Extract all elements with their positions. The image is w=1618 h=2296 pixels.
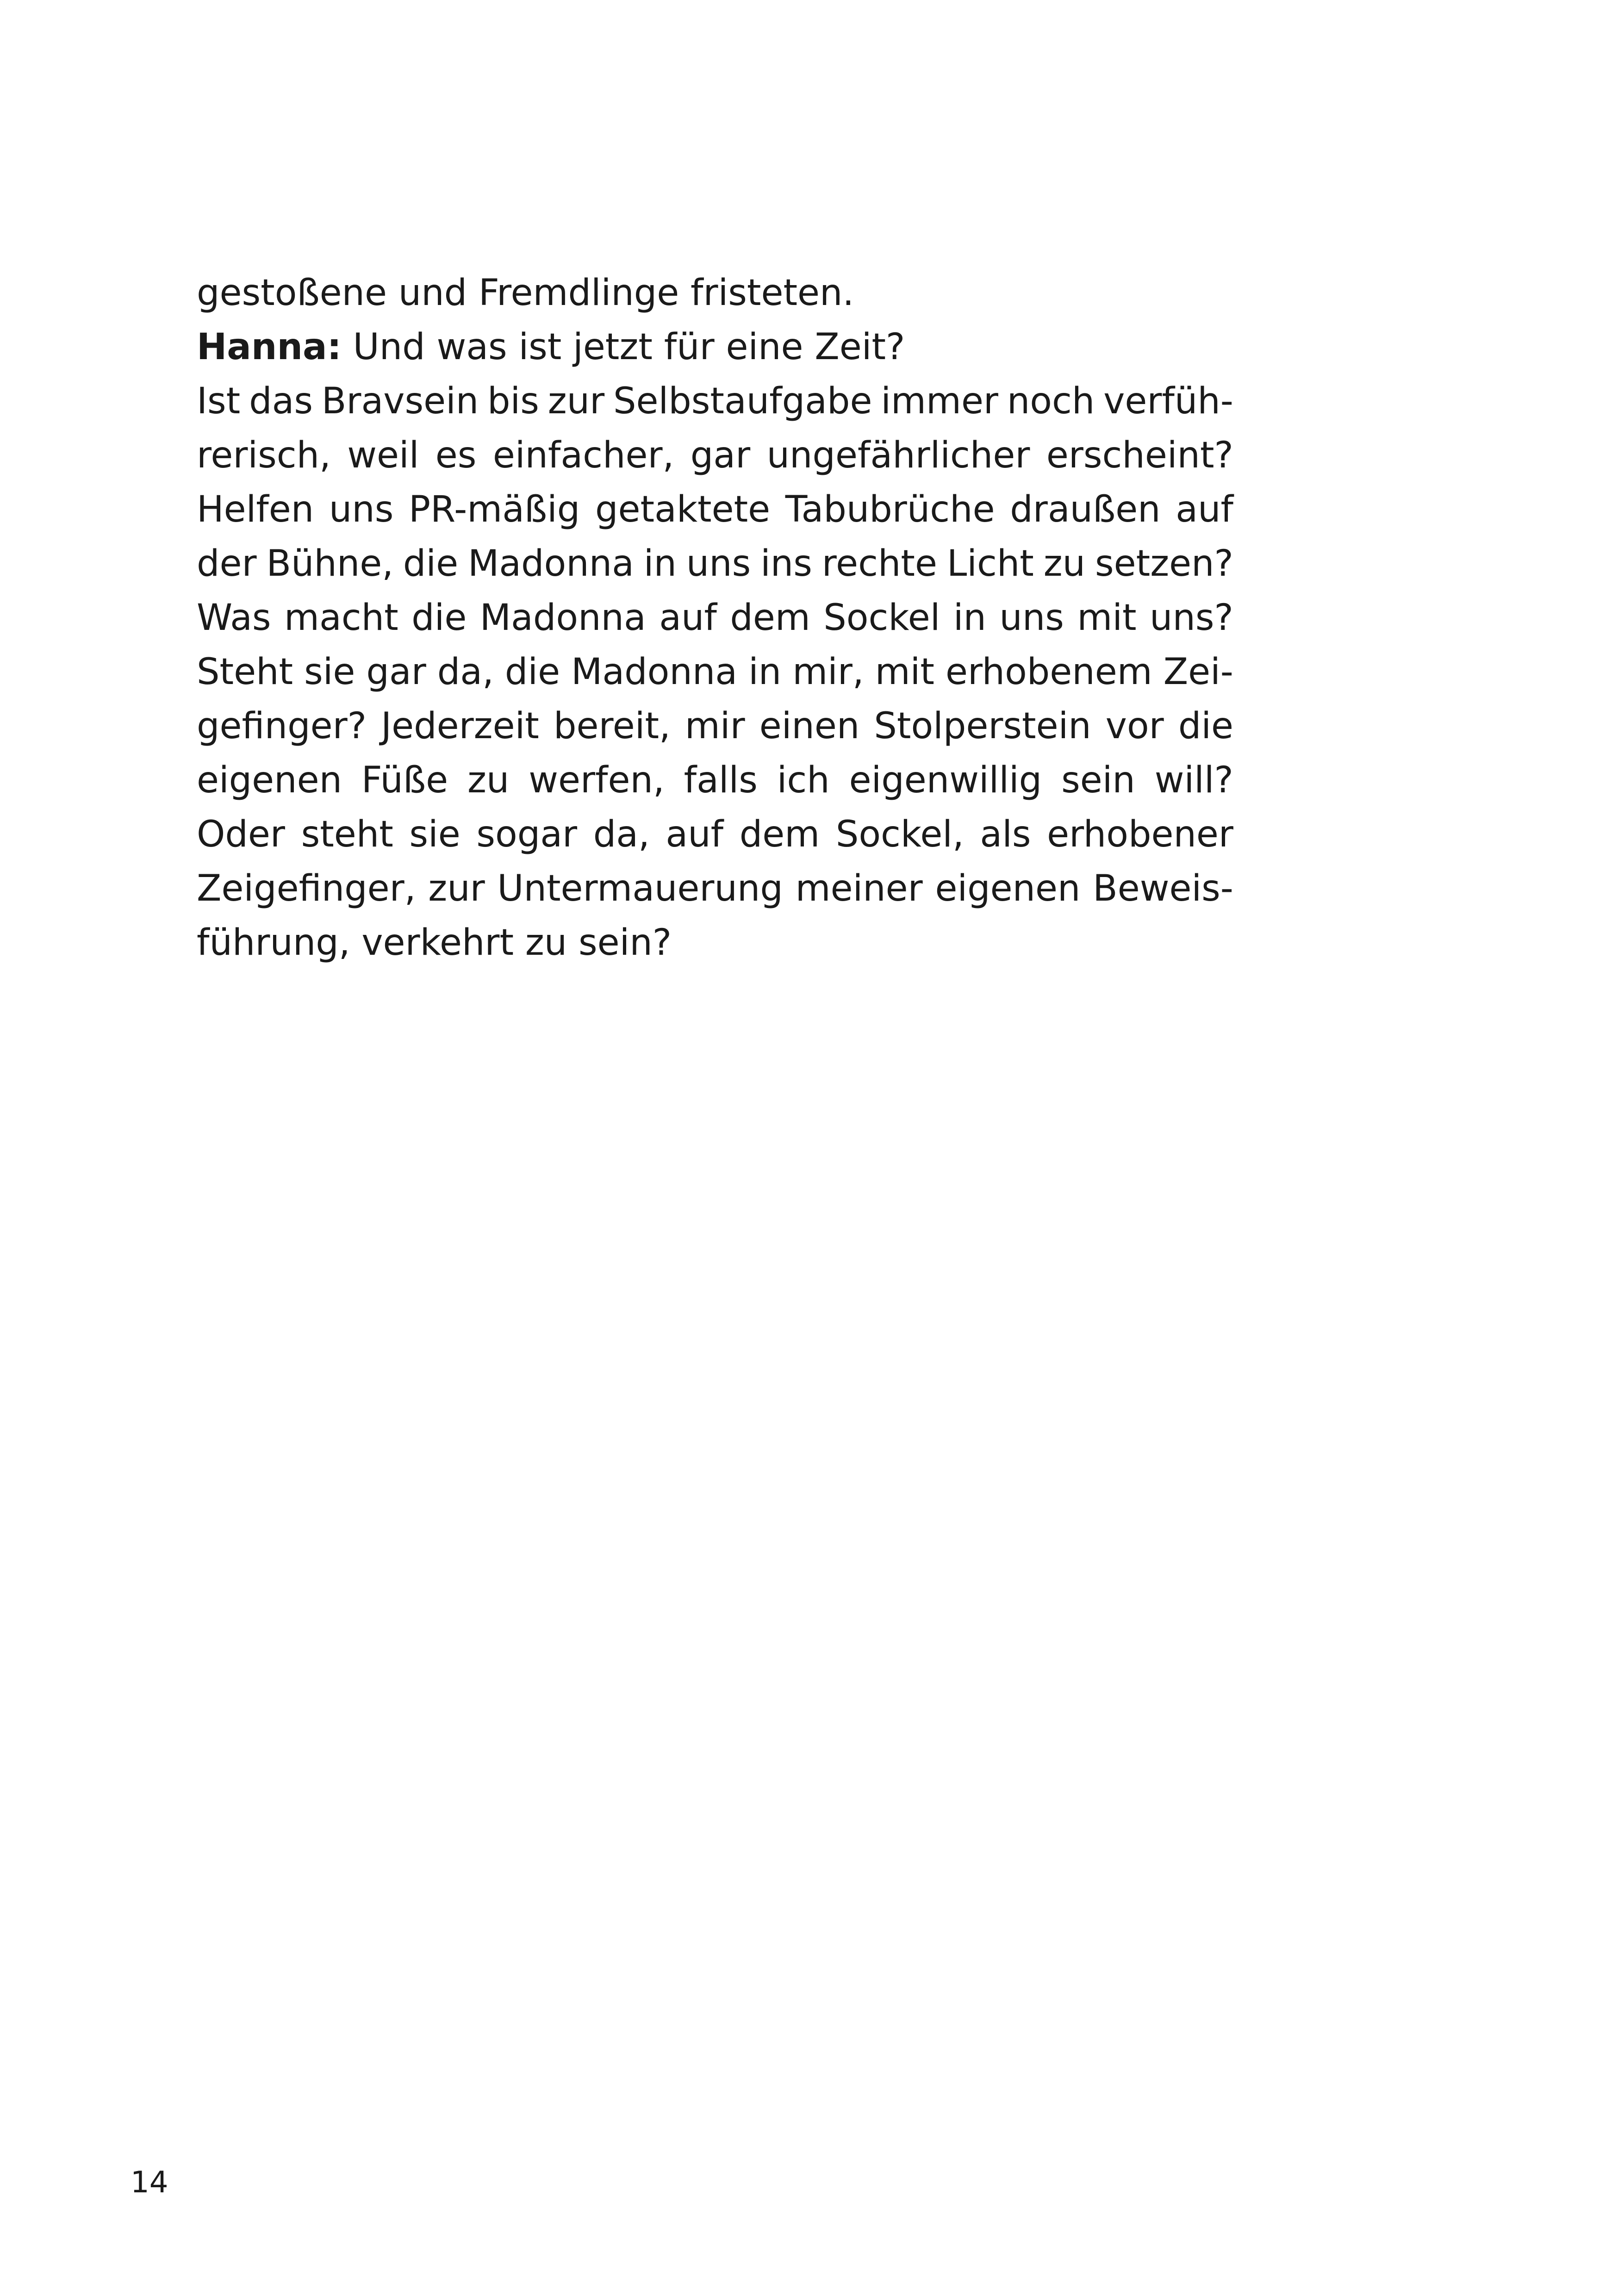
- word: einfacher,: [492, 435, 674, 476]
- word: der: [197, 543, 257, 585]
- word: PR-mäßig: [409, 489, 580, 530]
- word: mir: [685, 705, 745, 747]
- word: mit: [875, 651, 934, 693]
- word: macht: [284, 597, 398, 639]
- word: da,: [437, 651, 494, 693]
- word: die: [403, 543, 459, 585]
- word: als: [980, 814, 1031, 855]
- word: werfen,: [529, 759, 665, 801]
- text-line-9: [197, 699, 1233, 753]
- word: in: [953, 597, 986, 639]
- word: eigenen: [935, 868, 1081, 909]
- word: die: [411, 597, 467, 639]
- word: steht: [301, 814, 393, 855]
- word: ich: [777, 759, 830, 801]
- word: ungefährlicher: [766, 435, 1030, 476]
- word: meiner: [795, 868, 923, 909]
- word: verfüh-: [1103, 380, 1233, 422]
- word: vor: [1105, 705, 1164, 747]
- word: bis: [487, 380, 539, 422]
- word: uns: [329, 489, 394, 530]
- word: sie: [409, 814, 461, 855]
- word: immer: [881, 380, 999, 422]
- word: in: [748, 651, 782, 693]
- word: uns: [686, 543, 751, 585]
- word: Madonna: [467, 543, 634, 585]
- text-line-1: gestoßene und Fremdlinge fristeten.: [197, 272, 854, 314]
- word: zu: [467, 759, 510, 801]
- word: erhobener: [1047, 814, 1233, 855]
- word: es: [435, 435, 477, 476]
- word: zur: [428, 868, 485, 909]
- word: uns?: [1150, 597, 1233, 639]
- word: die: [1178, 705, 1233, 747]
- word: falls: [684, 759, 758, 801]
- word: Füße: [361, 759, 448, 801]
- word: eigenen: [197, 759, 342, 801]
- word: gar: [690, 435, 751, 476]
- word: rechte: [821, 543, 937, 585]
- word: Jederzeit: [381, 705, 539, 747]
- text-line-7: [197, 591, 1233, 645]
- word: rerisch,: [197, 435, 331, 476]
- text-line-10: [197, 753, 1233, 808]
- word: erscheint?: [1046, 435, 1233, 476]
- word: mit: [1077, 597, 1137, 639]
- word: Stolperstein: [874, 705, 1091, 747]
- word: Ist: [197, 380, 241, 422]
- word: Oder: [197, 814, 285, 855]
- word: sie: [304, 651, 355, 693]
- word: Zei-: [1163, 651, 1233, 693]
- word: auf: [666, 814, 724, 855]
- word: Zeigefinger,: [197, 868, 416, 909]
- word: Untermauerung: [497, 868, 783, 909]
- word: mir,: [792, 651, 864, 693]
- word: setzen?: [1095, 543, 1233, 585]
- word: Steht: [197, 651, 293, 693]
- page-number: 14: [131, 2165, 168, 2200]
- word: dem: [730, 597, 810, 639]
- word: Beweis-: [1093, 868, 1233, 909]
- word: will?: [1154, 759, 1233, 801]
- speaker-label: Hanna:: [197, 326, 342, 368]
- text-line-13: führung, verkehrt zu sein?: [197, 922, 672, 964]
- text-line-11: [197, 808, 1233, 862]
- text-line-6: [197, 537, 1233, 591]
- word: Sockel: [823, 597, 940, 639]
- dialogue-text: Und was ist jetzt für eine Zeit?: [341, 326, 905, 368]
- word: uns: [999, 597, 1064, 639]
- word: sein: [1061, 759, 1135, 801]
- word: noch: [1007, 380, 1095, 422]
- word: die: [504, 651, 560, 693]
- word: erhobenem: [945, 651, 1152, 693]
- word: Tabubrüche: [785, 489, 995, 530]
- word: einen: [759, 705, 860, 747]
- word: auf: [1176, 489, 1233, 530]
- text-line-8: [197, 645, 1233, 699]
- word: weil: [347, 435, 419, 476]
- text-line-4: [197, 429, 1233, 483]
- word: Was: [197, 597, 271, 639]
- word: getaktete: [595, 489, 771, 530]
- word: Madonna: [479, 597, 646, 639]
- word: Madonna: [571, 651, 738, 693]
- word: in: [643, 543, 677, 585]
- word: Licht: [946, 543, 1034, 585]
- word: draußen: [1010, 489, 1161, 530]
- text-line-2: [197, 320, 1233, 374]
- body-text: [197, 266, 1233, 970]
- word: gar: [366, 651, 426, 693]
- word: ins: [760, 543, 812, 585]
- word: eigenwillig: [849, 759, 1042, 801]
- word: Sockel,: [835, 814, 964, 855]
- word: zu: [1043, 543, 1086, 585]
- word: dem: [739, 814, 820, 855]
- word: Selbstaufgabe: [613, 380, 872, 422]
- word: Bühne,: [266, 543, 394, 585]
- word: da,: [593, 814, 650, 855]
- text-line-3: [197, 374, 1233, 429]
- word: zur: [548, 380, 605, 422]
- word: gefinger?: [197, 705, 367, 747]
- word: auf: [659, 597, 717, 639]
- text-line-12: [197, 862, 1233, 916]
- text-line-5: [197, 483, 1233, 537]
- word: Bravsein: [321, 380, 479, 422]
- word: sogar: [476, 814, 578, 855]
- word: Helfen: [197, 489, 314, 530]
- word: bereit,: [553, 705, 671, 747]
- word: das: [249, 380, 313, 422]
